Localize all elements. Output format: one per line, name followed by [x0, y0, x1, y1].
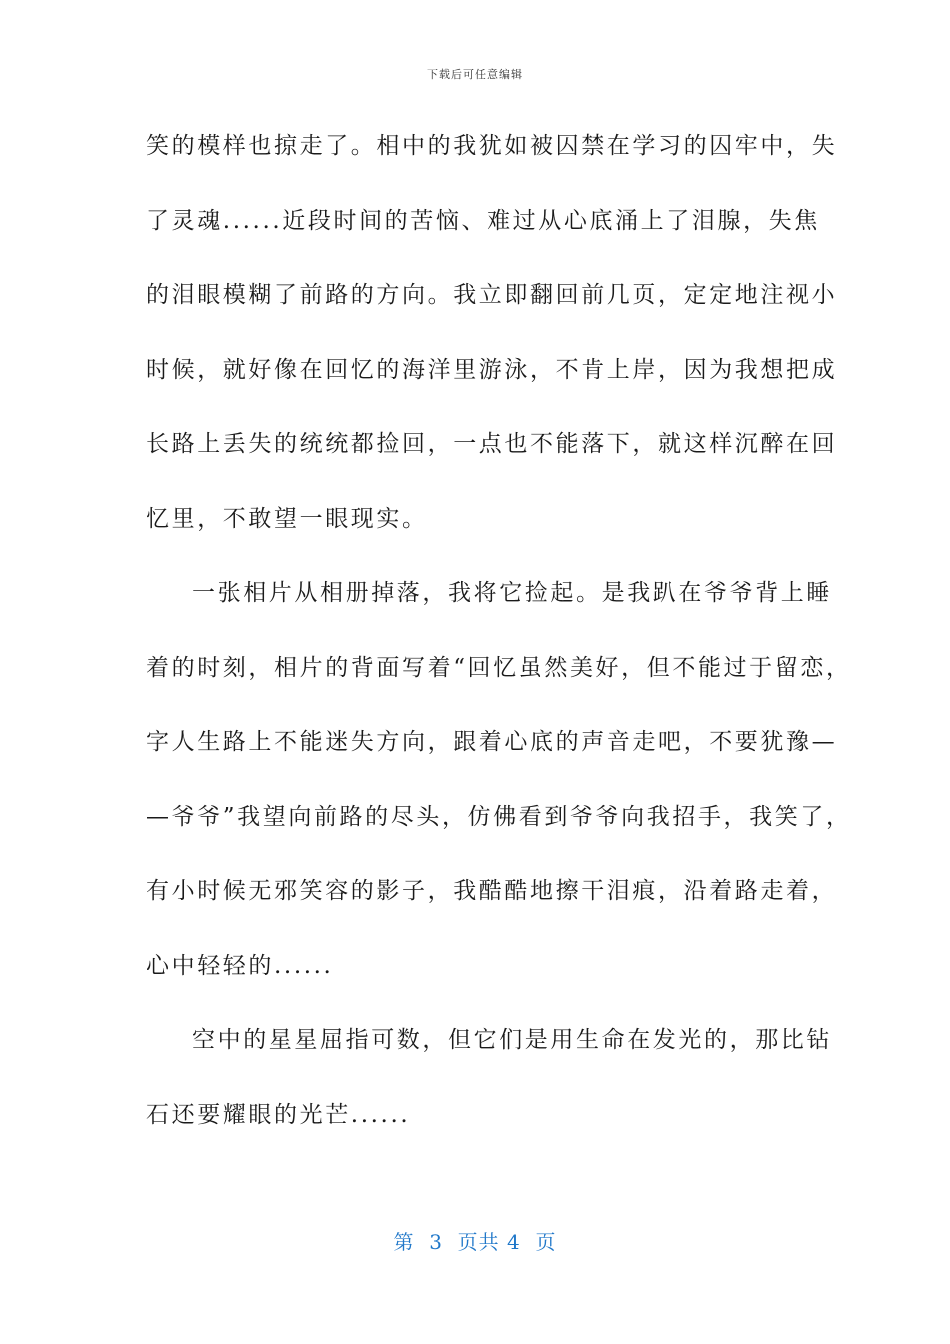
text-line: 的泪眼模糊了前路的方向。我立即翻回前几页，定定地注视小 [146, 282, 838, 308]
text-line: 了灵魂......近段时间的苦恼、难过从心底涌上了泪腺，失焦 [146, 207, 820, 234]
text-line: 忆里，不敢望一眼现实。 [146, 505, 428, 532]
text-line: 字人生路上不能迷失方向，跟着心底的声音走吧，不要犹豫— [146, 729, 838, 755]
text-line: —爷爷”我望向前路的尽头，仿佛看到爷爷向我招手，我笑了， [146, 803, 852, 830]
paragraph-start-line: 一张相片从相册掉落，我将它捡起。是我趴在爷爷背上睡 [192, 580, 832, 606]
text-line: 长路上丢失的统统都捡回，一点也不能落下，就这样沉醉在回 [146, 431, 838, 457]
text-line: 笑的模样也掠走了。相中的我犹如被囚禁在学习的囚牢中，失 [146, 133, 838, 159]
page-header-note: 下载后可任意编辑 [427, 68, 523, 81]
text-line: 有小时候无邪笑容的影子，我酷酷地擦干泪痕，沿着路走着， [146, 878, 838, 904]
paragraph-start-line: 空中的星星屈指可数，但它们是用生命在发光的，那比钻 [192, 1027, 832, 1053]
text-line: 着的时刻，相片的背面写着“回忆虽然美好，但不能过于留恋， [146, 654, 852, 681]
page-number-footer: 第 3 页共 4 页 [393, 1230, 557, 1254]
text-line: 时候，就好像在回忆的海洋里游泳，不肯上岸，因为我想把成 [146, 356, 838, 383]
text-line: 石还要耀眼的光芒...... [146, 1101, 411, 1128]
text-line: 心中轻轻的...... [146, 952, 334, 979]
document-body [146, 126, 852, 1169]
